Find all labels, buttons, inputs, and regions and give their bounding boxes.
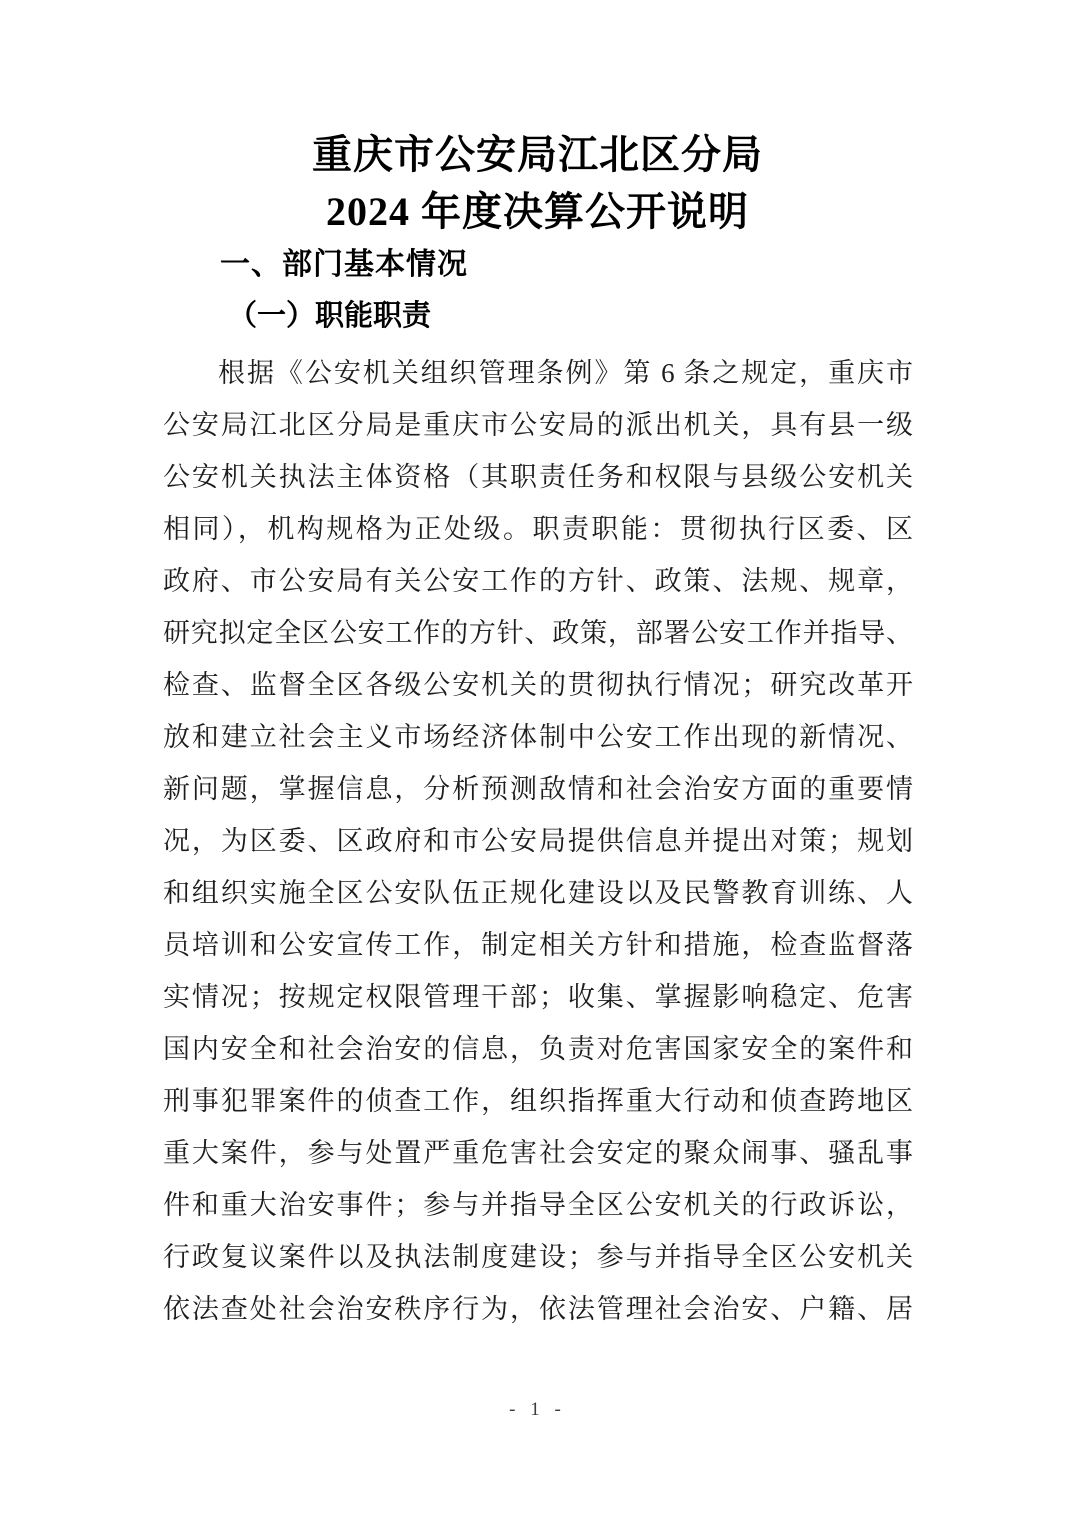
body-line: 检查、监督全区各级公安机关的贯彻执行情况；研究改革开 bbox=[163, 670, 913, 700]
document-title bbox=[0, 126, 1075, 240]
page-number: - 1 - bbox=[509, 1399, 566, 1420]
body-line: 相同），机构规格为正处级。职责职能：贯彻执行区委、区 bbox=[163, 514, 913, 544]
body-line: 放和建立社会主义市场经济体制中公安工作出现的新情况、 bbox=[163, 722, 913, 752]
document-title-line1: 重庆市公安局江北区分局 bbox=[312, 132, 763, 177]
body-line: 政府、市公安局有关公安工作的方针、政策、法规、规章， bbox=[163, 566, 913, 596]
body-line: 行政复议案件以及执法制度建设；参与并指导全区公安机关 bbox=[163, 1242, 913, 1272]
body-line: 和组织实施全区公安队伍正规化建设以及民警教育训练、人 bbox=[163, 878, 913, 908]
body-line: 刑事犯罪案件的侦查工作，组织指挥重大行动和侦查跨地区 bbox=[163, 1086, 913, 1116]
subsection-heading: （一）职能职责 bbox=[228, 300, 432, 332]
body-line: 国内安全和社会治安的信息，负责对危害国家安全的案件和 bbox=[163, 1034, 913, 1064]
body-line: 员培训和公安宣传工作，制定相关方针和措施，检查监督落 bbox=[163, 930, 913, 960]
body-paragraph bbox=[163, 347, 913, 1335]
body-line: 况，为区委、区政府和市公安局提供信息并提出对策；规划 bbox=[163, 826, 913, 856]
body-line: 重大案件，参与处置严重危害社会安定的聚众闹事、骚乱事 bbox=[163, 1138, 913, 1168]
body-line: 实情况；按规定权限管理干部；收集、掌握影响稳定、危害 bbox=[163, 982, 913, 1012]
body-line: 根据《公安机关组织管理条例》第 6 条之规定，重庆市 bbox=[218, 358, 913, 388]
body-line: 研究拟定全区公安工作的方针、政策，部署公安工作并指导、 bbox=[163, 618, 913, 648]
body-line: 件和重大治安事件；参与并指导全区公安机关的行政诉讼， bbox=[163, 1190, 913, 1220]
body-line: 依法查处社会治安秩序行为，依法管理社会治安、户籍、居 bbox=[163, 1294, 913, 1324]
body-line: 公安机关执法主体资格（其职责任务和权限与县级公安机关 bbox=[163, 462, 913, 492]
section-heading: 一、部门基本情况 bbox=[220, 248, 468, 281]
body-line: 公安局江北区分局是重庆市公安局的派出机关，具有县一级 bbox=[163, 410, 913, 440]
document-title-line2: 2024 年度决算公开说明 bbox=[326, 189, 749, 234]
body-line: 新问题，掌握信息，分析预测敌情和社会治安方面的重要情 bbox=[163, 774, 913, 804]
